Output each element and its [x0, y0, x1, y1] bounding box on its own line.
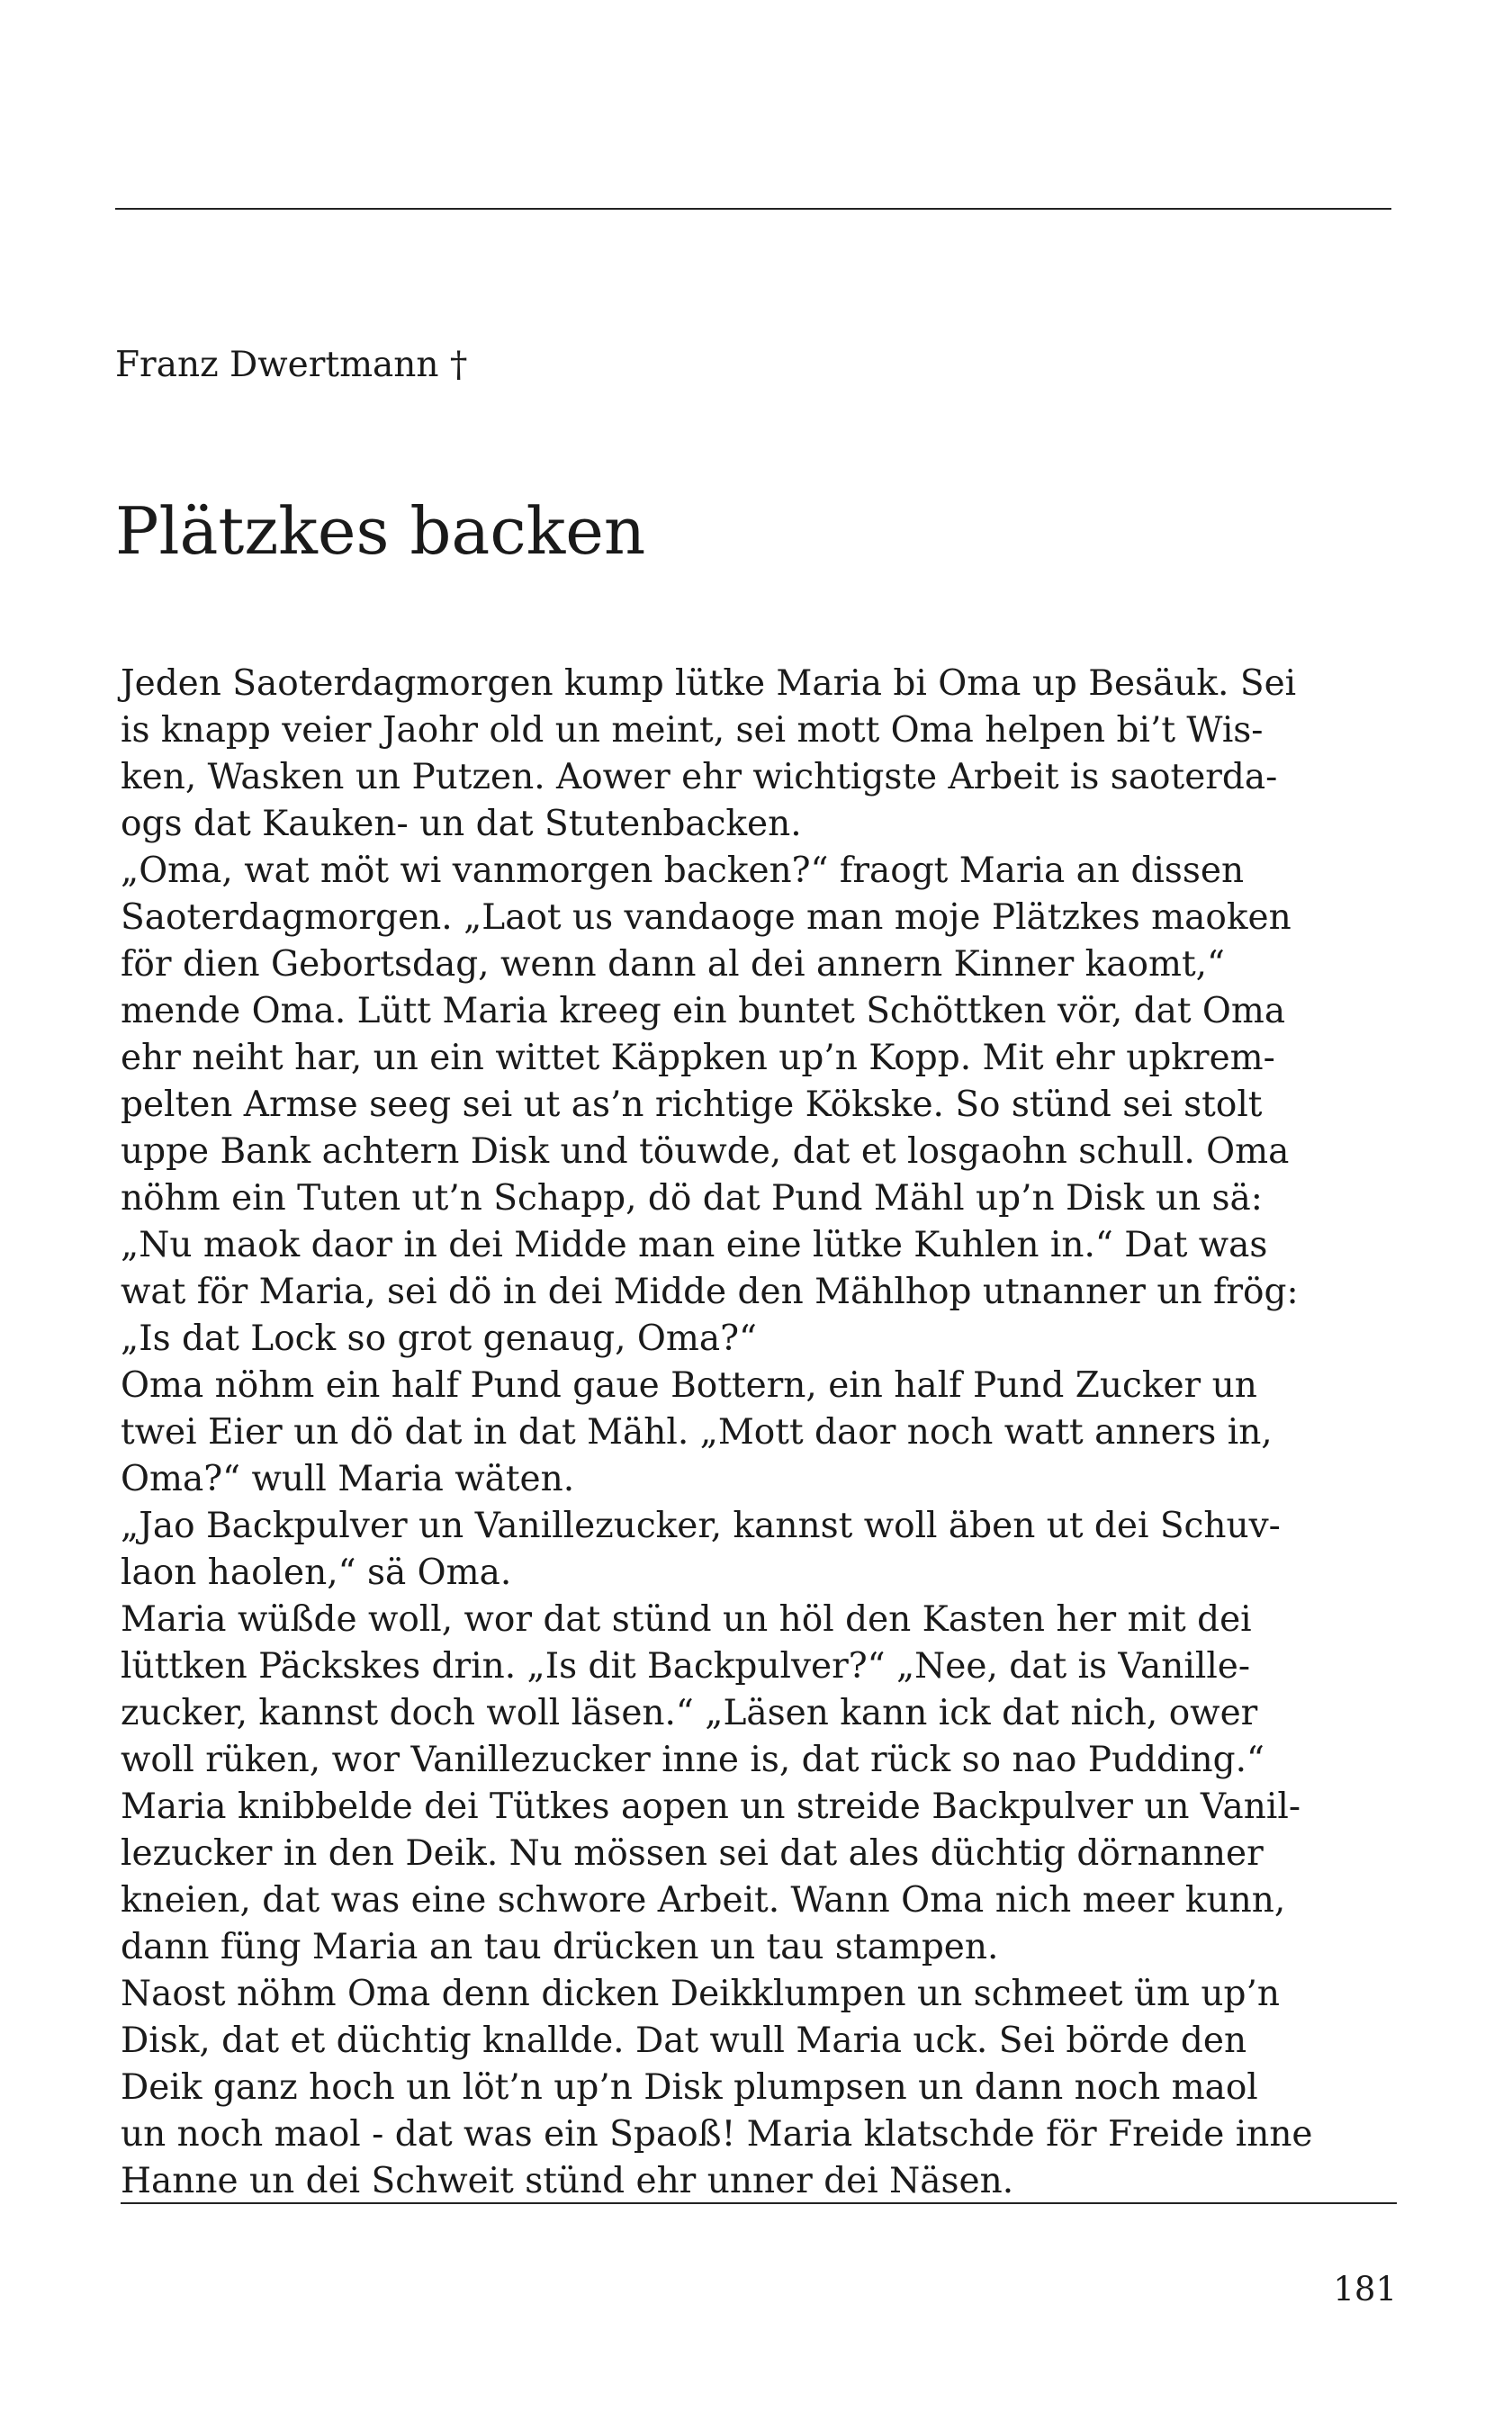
body-line: ehr neiht har, un ein wittet Käppken up’n Kopp. Mit ehr upkrem- — [121, 1038, 1275, 1078]
bottom-rule — [121, 2202, 1397, 2204]
body-line: nöhm ein Tuten ut’n Schapp, dö dat Pund Mähl up’n Disk un sä: — [121, 1178, 1263, 1219]
body-line: twei Eier un dö dat in dat Mähl. „Mott daor noch watt anners in, — [121, 1412, 1273, 1453]
body-line: laon haolen,“ sä Oma. — [121, 1552, 512, 1593]
body-line: Disk, dat et düchtig knallde. Dat wull Maria uck. Sei börde den — [121, 2020, 1247, 2061]
page-number: 181 — [1333, 2270, 1397, 2308]
body-line: kneien, dat was eine schwore Arbeit. Wann Oma nich meer kunn, — [121, 1880, 1286, 1921]
body-line: Deik ganz hoch un löt’n up’n Disk plumpsen un dann noch maol — [121, 2067, 1258, 2108]
story-body — [121, 661, 1399, 2205]
body-line: un noch maol - dat was ein Spaoß! Maria klatschde för Freide inne — [121, 2114, 1313, 2155]
body-line: Maria wüßde woll, wor dat stünd un höl den Kasten her mit dei — [121, 1599, 1252, 1640]
body-line: Saoterdagmorgen. „Laot us vandaoge man moje Plätzkes maoken — [121, 897, 1292, 938]
body-line: uppe Bank achtern Disk und töuwde, dat et losgaohn schull. Oma — [121, 1131, 1290, 1172]
body-line: Oma?“ wull Maria wäten. — [121, 1459, 575, 1499]
body-line: ken, Wasken un Putzen. Aower ehr wichtigste Arbeit is saoterda- — [121, 757, 1278, 797]
body-line: Jeden Saoterdagmorgen kump lütke Maria bi Oma up Besäuk. Sei — [121, 663, 1297, 704]
body-line: lezucker in den Deik. Nu mössen sei dat ales düchtig dörnanner — [121, 1833, 1264, 1874]
body-line: „Is dat Lock so grot genaug, Oma?“ — [121, 1318, 757, 1359]
body-line: lüttken Päckskes drin. „Is dit Backpulver?“ „Nee, dat is Vanille- — [121, 1646, 1251, 1687]
body-line: för dien Gebortsdag, wenn dann al dei annern Kinner kaomt,“ — [121, 944, 1225, 985]
body-line: dann füng Maria an tau drücken un tau stampen. — [121, 1927, 999, 1967]
body-line: „Jao Backpulver un Vanillezucker, kannst woll äben ut dei Schuv- — [121, 1506, 1281, 1546]
author-name: Franz Dwertmann † — [115, 345, 468, 385]
body-line: wat för Maria, sei dö in dei Midde den Mählhop utnanner un frög: — [121, 1272, 1299, 1312]
body-line: Naost nöhm Oma denn dicken Deikklumpen un schmeet üm up’n — [121, 1974, 1280, 2014]
body-line: mende Oma. Lütt Maria kreeg ein buntet Schöttken vör, dat Oma — [121, 991, 1286, 1031]
body-line: „Oma, wat möt wi vanmorgen backen?“ fraogt Maria an dissen — [121, 850, 1245, 891]
body-line: ogs dat Kauken- un dat Stutenbacken. — [121, 804, 802, 844]
body-line: pelten Armse seeg sei ut as’n richtige Kökske. So stünd sei stolt — [121, 1084, 1263, 1125]
body-line: is knapp veier Jaohr old un meint, sei mott Oma helpen bi’t Wis- — [121, 710, 1264, 751]
body-line: zucker, kannst doch woll läsen.“ „Läsen kann ick dat nich, ower — [121, 1693, 1258, 1733]
top-rule — [115, 208, 1391, 210]
body-line: Maria knibbelde dei Tütkes aopen un streide Backpulver un Vanil- — [121, 1786, 1300, 1827]
body-line: „Nu maok daor in dei Midde man eine lütke Kuhlen in.“ Dat was — [121, 1225, 1268, 1265]
body-line: woll rüken, wor Vanillezucker inne is, dat rück so nao Pudding.“ — [121, 1740, 1264, 1780]
body-line: Hanne un dei Schweit stünd ehr unner dei Näsen. — [121, 2161, 1014, 2201]
page-title: Plätzkes backen — [115, 493, 646, 569]
body-line: Oma nöhm ein half Pund gaue Bottern, ein half Pund Zucker un — [121, 1365, 1257, 1406]
